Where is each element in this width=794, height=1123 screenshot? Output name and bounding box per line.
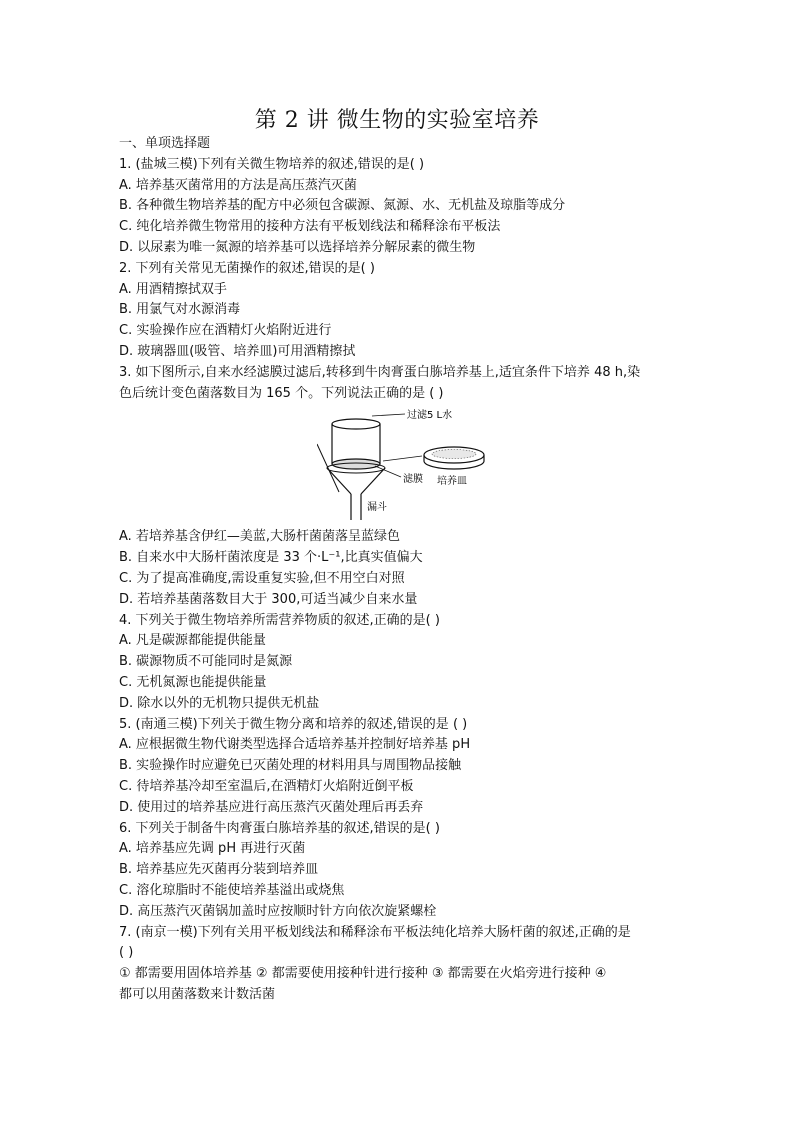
figure-label-water: 过滤5 L水 bbox=[407, 410, 453, 422]
figure-label-membrane: 滤膜 bbox=[403, 474, 423, 486]
question-3-option-d: D. 若培养基菌落数目大于 300,可适当减少自来水量 bbox=[119, 591, 418, 607]
question-3-stem-line-2: 色后统计变色菌落数目为 165 个。下列说法正确的是 ( ) bbox=[119, 385, 444, 401]
question-4-option-b: B. 碳源物质不可能同时是氮源 bbox=[119, 654, 293, 670]
transfer-line bbox=[383, 456, 422, 461]
figure-label-dish: 培养皿 bbox=[437, 476, 467, 488]
page-title: 第 2 讲 微生物的实验室培养 bbox=[254, 108, 540, 133]
question-7-items-line-2: 都可以用菌落数来计数活菌 bbox=[119, 986, 276, 1002]
cylinder-top bbox=[332, 419, 380, 429]
filtration-diagram bbox=[317, 406, 507, 526]
question-1-option-a: A. 培养基灭菌常用的方法是高压蒸汽灭菌 bbox=[119, 177, 357, 193]
question-5-stem: 5. (南通三模)下列关于微生物分离和培养的叙述,错误的是 ( ) bbox=[119, 716, 468, 732]
question-5-option-a: A. 应根据微生物代谢类型选择合适培养基并控制好培养基 pH bbox=[119, 737, 471, 753]
question-5-option-c: C. 待培养基冷却至室温后,在酒精灯火焰附近倒平板 bbox=[119, 778, 414, 794]
question-1-option-c: C. 纯化培养微生物常用的接种方法有平板划线法和稀释涂布平板法 bbox=[119, 219, 501, 235]
document-body bbox=[119, 134, 679, 1006]
question-6-option-a: A. 培养基应先调 pH 再进行灭菌 bbox=[119, 841, 306, 857]
question-5-option-b: B. 实验操作时应避免已灭菌处理的材料用具与周围物品接触 bbox=[119, 758, 462, 774]
question-2-stem: 2. 下列有关常见无菌操作的叙述,错误的是( ) bbox=[119, 260, 375, 276]
question-1-stem: 1. (盐城三模)下列有关微生物培养的叙述,错误的是( ) bbox=[119, 156, 425, 172]
question-2-option-d: D. 玻璃器皿(吸管、培养皿)可用酒精擦拭 bbox=[119, 343, 356, 359]
question-3-option-a: A. 若培养基含伊红—美蓝,大肠杆菌菌落呈蓝绿色 bbox=[119, 529, 401, 545]
question-7-stem-line-1: 7. (南京一模)下列有关用平板划线法和稀释涂布平板法纯化培养大肠杆菌的叙述,正确的是 bbox=[119, 924, 631, 940]
question-2-option-c: C. 实验操作应在酒精灯火焰附近进行 bbox=[119, 323, 332, 339]
question-6-option-d: D. 高压蒸汽灭菌锅加盖时应按顺时针方向依次旋紧螺栓 bbox=[119, 903, 437, 919]
question-1-option-b: B. 各种微生物培养基的配方中必须包含碳源、氮源、水、无机盐及琼脂等成分 bbox=[119, 198, 566, 214]
question-6-stem: 6. 下列关于制备牛肉膏蛋白胨培养基的叙述,错误的是( ) bbox=[119, 820, 440, 836]
question-6-option-c: C. 溶化琼脂时不能使培养基溢出或烧焦 bbox=[119, 882, 345, 898]
question-3-option-c: C. 为了提高准确度,需设重复实验,但不用空白对照 bbox=[119, 570, 405, 586]
question-2-option-b: B. 用氯气对水源消毒 bbox=[119, 302, 241, 318]
stand-rod bbox=[317, 444, 339, 492]
question-4-option-c: C. 无机氮源也能提供能量 bbox=[119, 674, 267, 690]
question-3-option-b: B. 自来水中大肠杆菌浓度是 33 个·L⁻¹,比真实值偏大 bbox=[119, 550, 423, 566]
question-6-option-b: B. 培养基应先灭菌再分装到培养皿 bbox=[119, 862, 319, 878]
question-4-option-d: D. 除水以外的无机物只提供无机盐 bbox=[119, 695, 320, 711]
question-4-stem: 4. 下列关于微生物培养所需营养物质的叙述,正确的是( ) bbox=[119, 612, 440, 628]
dish-colonies bbox=[432, 450, 476, 459]
filtration-figure bbox=[119, 404, 679, 527]
question-3-stem-line-1: 3. 如下图所示,自来水经滤膜过滤后,转移到牛肉膏蛋白胨培养基上,适宜条件下培养 48 h,染 bbox=[119, 364, 641, 380]
figure-label-funnel: 漏斗 bbox=[367, 502, 387, 514]
question-7-items-line-1: ① 都需要用固体培养基 ② 都需要使用接种针进行接种 ③ 都需要在火焰旁进行接种 ④ bbox=[119, 966, 607, 982]
section-heading: 一、单项选择题 bbox=[119, 136, 211, 151]
water-leader bbox=[372, 414, 405, 416]
question-2-option-a: A. 用酒精擦拭双手 bbox=[119, 281, 227, 297]
question-4-option-a: A. 凡是碳源都能提供能量 bbox=[119, 633, 266, 649]
question-5-option-d: D. 使用过的培养基应进行高压蒸汽灭菌处理后再丢弃 bbox=[119, 799, 424, 815]
question-7-stem-line-2: ( ) bbox=[119, 945, 134, 961]
question-1-option-d: D. 以尿素为唯一氮源的培养基可以选择培养分解尿素的微生物 bbox=[119, 239, 476, 255]
